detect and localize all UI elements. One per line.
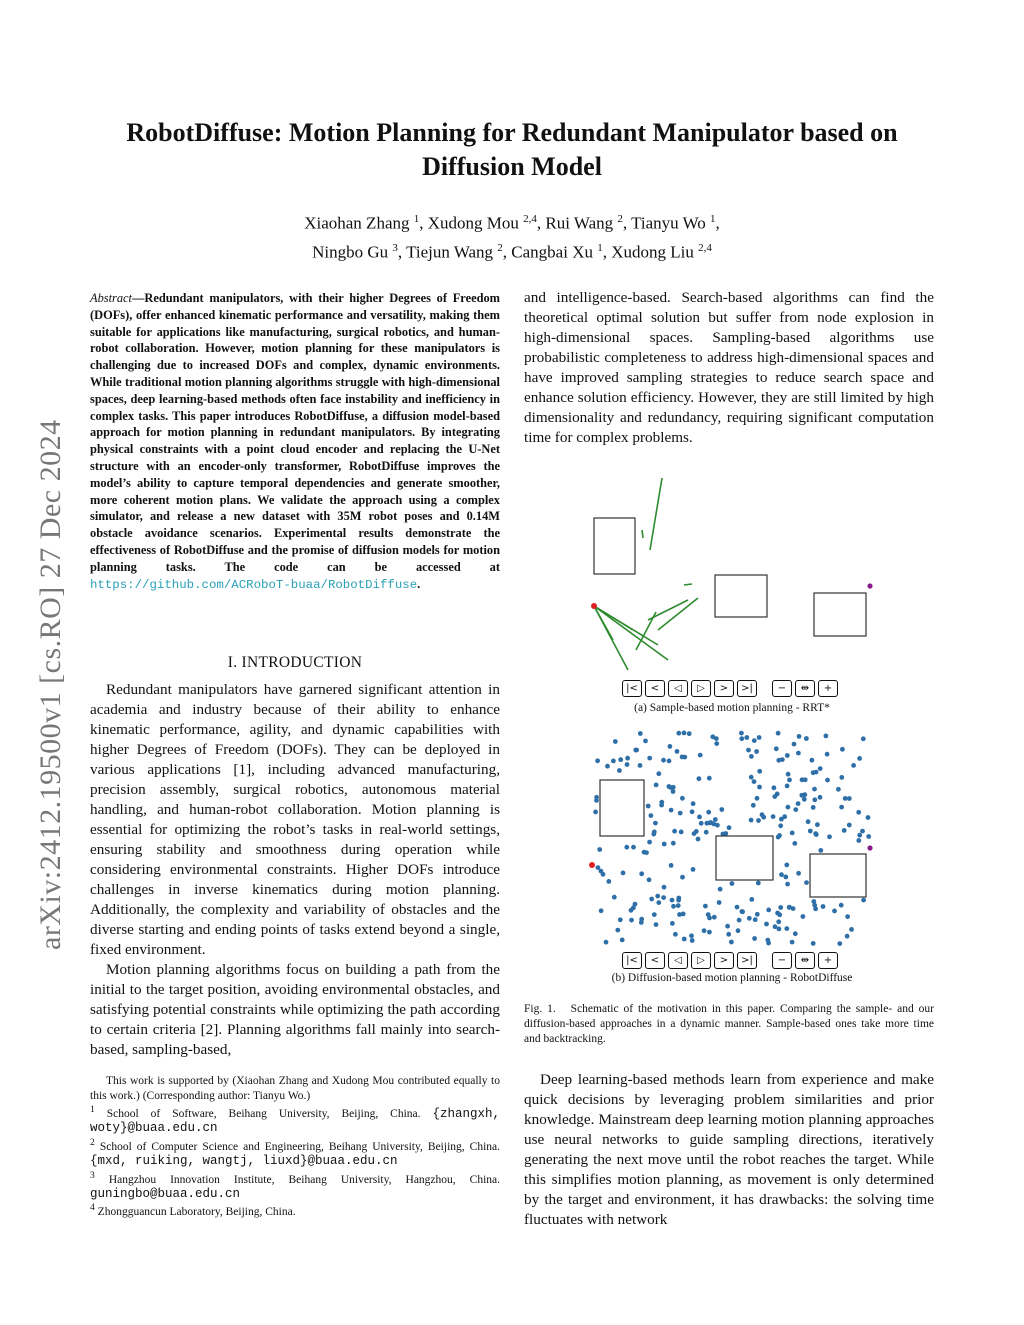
sample-point <box>597 847 602 852</box>
sample-point <box>764 922 769 927</box>
sample-point <box>779 817 784 822</box>
author-name: Ningbo Gu <box>312 242 389 262</box>
sample-point <box>832 909 837 914</box>
sample-point <box>655 894 660 899</box>
sample-point <box>804 880 809 885</box>
sample-point <box>812 787 817 792</box>
sample-point <box>703 904 708 909</box>
sample-point <box>772 785 777 790</box>
slower-button[interactable]: − <box>772 680 792 697</box>
sample-point <box>857 833 862 838</box>
sample-point <box>649 813 654 818</box>
sample-point <box>671 904 676 909</box>
sample-point <box>639 920 644 925</box>
sample-point <box>682 937 687 942</box>
arxiv-stamp-text: arXiv:2412.19500v1 [cs.RO] 27 Dec 2024 <box>34 419 67 950</box>
panel-rrt-star <box>588 470 876 714</box>
sample-point <box>802 792 807 797</box>
sample-point <box>694 829 699 834</box>
sample-point <box>808 829 813 834</box>
sample-point <box>620 938 625 943</box>
sample-point <box>818 766 823 771</box>
sample-point <box>836 787 841 792</box>
sample-point <box>649 897 654 902</box>
sample-point <box>793 931 798 936</box>
sample-point <box>736 928 741 933</box>
sample-point <box>676 731 681 736</box>
sample-point <box>839 775 844 780</box>
sample-point <box>669 863 674 868</box>
sample-point <box>729 940 734 945</box>
sample-point <box>821 904 826 909</box>
sample-point <box>815 822 820 827</box>
sample-point <box>783 875 788 880</box>
sample-point <box>662 885 667 890</box>
funding-note: This work is supported by (Xiaohan Zhang and Xudong Mou contributed equally to this work.) (Corresponding author: Tianyu Wo.) <box>90 1075 500 1102</box>
sample-point <box>659 803 664 808</box>
sample-point <box>690 809 695 814</box>
sample-point <box>706 810 711 815</box>
sample-point <box>811 941 816 946</box>
sample-point <box>667 784 672 789</box>
sample-point <box>775 911 780 916</box>
sample-point <box>676 903 681 908</box>
author-name: Xiaohan Zhang <box>304 213 410 233</box>
sample-point <box>707 930 712 935</box>
sample-point <box>746 748 751 753</box>
sample-point <box>791 906 796 911</box>
sample-point <box>651 832 656 837</box>
sample-point <box>662 842 667 847</box>
sample-point <box>785 784 790 789</box>
obstacle-box <box>716 836 773 880</box>
sample-point <box>606 879 611 884</box>
sample-point <box>851 763 856 768</box>
sample-point <box>625 756 630 761</box>
sample-point <box>618 917 623 922</box>
sample-point <box>866 834 871 839</box>
sample-point <box>796 751 801 756</box>
sample-point <box>776 835 781 840</box>
sample-point <box>730 881 735 886</box>
sample-point <box>755 912 760 917</box>
sample-point <box>860 829 865 834</box>
sample-point <box>633 902 638 907</box>
sample-point <box>667 759 672 764</box>
sample-point <box>604 940 609 945</box>
sample-point <box>618 757 623 762</box>
sample-point <box>776 731 781 736</box>
sample-point <box>656 771 661 776</box>
sample-point <box>699 821 704 826</box>
sample-point <box>629 918 634 923</box>
sample-point <box>757 785 762 790</box>
sample-point <box>856 810 861 815</box>
sample-point <box>682 731 687 736</box>
code-link[interactable]: https://github.com/ACRoboT-buaa/RobotDiffuse <box>90 577 418 592</box>
step-back-button[interactable]: < <box>645 952 665 969</box>
obstacle-box <box>594 518 635 574</box>
rrt-tree-plot <box>588 470 876 675</box>
sample-point <box>801 914 806 919</box>
sample-point <box>752 936 757 941</box>
sample-point <box>714 741 719 746</box>
sample-point <box>593 810 598 815</box>
sample-point <box>605 764 610 769</box>
sample-point <box>790 940 795 945</box>
figure-1 <box>588 470 876 990</box>
section-heading-introduction: I. INTRODUCTION <box>227 654 363 671</box>
sample-point <box>661 758 666 763</box>
sample-point <box>647 756 652 761</box>
footnote-2: $^2$ School of Computer Science and Engineering, Beihang University, Beijing, China. {mxd, ruiking, wangtj, liuxd}@buaa.edu.cn <box>90 1136 500 1169</box>
sample-point <box>784 863 789 868</box>
sample-point <box>646 804 651 809</box>
sample-point <box>621 871 626 876</box>
sample-point <box>689 933 694 938</box>
sample-point <box>812 797 817 802</box>
sample-point <box>654 783 659 788</box>
sample-point <box>624 845 629 850</box>
obstacle-box <box>814 593 866 636</box>
footnote-1: $^1$ School of Software, Beihang University, Beijing, China. {zhangxh, woty}@buaa.edu.cn <box>90 1104 501 1136</box>
sample-point <box>739 736 744 741</box>
sample-point <box>857 756 862 761</box>
sample-point <box>777 927 782 932</box>
subcaption-b: (b) Diffusion-based motion planning - RobotDiffuse <box>611 972 853 984</box>
sample-point <box>749 897 754 902</box>
sample-point <box>668 744 673 749</box>
sample-point <box>712 915 717 920</box>
author-name: Cangbai Xu <box>511 242 593 262</box>
sample-point <box>633 748 638 753</box>
sample-point <box>671 789 676 794</box>
sample-point <box>793 807 798 812</box>
sample-point <box>594 795 599 800</box>
sample-point <box>749 754 754 759</box>
sample-point <box>672 829 677 834</box>
sample-point <box>797 734 802 739</box>
sample-point <box>678 811 683 816</box>
intro-paragraph-1: Redundant manipulators have garnered significant attention in academia and industry because of their ability to enhance kinematic performance, agility, and dynamic capabilities with higher Degrees of Freedom (DOFs). They can be deployed in various applications [1], including advanced manufacturing, precision assembly, surgical robotics, autonomous material handling, and human-robot collaboration. Motion planning is essential for optimizing the robot’s tasks in real-world settings, ensuring stability and smoothness during operation while considering environmental constraints. Higher DOFs introduce challenges in inverse kinematics during motion planning. Additionally, the complexity and variability of obstacles and the diverse starting and ending points of tasks extend beyond a single, fixed environment. <box>90 681 500 958</box>
sample-point <box>611 759 616 764</box>
footnote-3: $^3$ Hangzhou Innovation Institute, Beihang University, Hangzhou, China. guningbo@buaa.edu.cn <box>90 1169 501 1201</box>
sample-point <box>696 837 701 842</box>
sample-point <box>715 823 720 828</box>
sample-point <box>792 742 797 747</box>
author-name: Rui Wang <box>545 213 614 233</box>
sample-point <box>631 845 636 850</box>
sample-point <box>690 938 695 943</box>
animation-toolbar-b <box>622 952 838 969</box>
faster-button[interactable]: + <box>818 680 838 697</box>
sample-point <box>647 840 652 845</box>
sample-point <box>687 731 692 736</box>
sample-point <box>749 775 754 780</box>
step-forward-button[interactable]: > <box>714 952 734 969</box>
sample-point <box>718 887 723 892</box>
sample-point <box>847 823 852 828</box>
author-name: Xudong Liu <box>611 242 694 262</box>
sample-point <box>647 877 652 882</box>
sample-point <box>727 825 732 830</box>
panel-robotdiffuse <box>588 728 876 984</box>
paragraph-deep-learning: Deep learning-based methods learn from experience and make quick decisions by leveraging problem similarities and prior knowledge. Mainstream deep learning motion planning approaches use neural networks to guide sampling directions, iteratively generating the next move until the robot reaches the target. While this simplifies motion planning, as movement is only determined by the target and environment, it has drawbacks: the solving time fluctuates with network <box>524 1071 934 1228</box>
sample-point <box>785 882 790 887</box>
sample-point <box>714 736 719 741</box>
sample-point <box>845 914 850 919</box>
obstacle-box <box>810 854 866 897</box>
sample-point <box>625 762 630 767</box>
sample-point <box>599 908 604 913</box>
start-point <box>589 862 595 868</box>
sample-point <box>681 912 686 917</box>
sample-point <box>810 758 815 763</box>
sample-point <box>671 841 676 846</box>
sample-point <box>601 872 606 877</box>
sample-point <box>840 747 845 752</box>
sample-point <box>669 808 674 813</box>
play-button[interactable]: ▷ <box>691 680 711 697</box>
author-name: Tianyu Wo <box>631 213 706 233</box>
sample-point <box>737 918 742 923</box>
sample-point <box>752 738 757 743</box>
sample-point <box>849 927 854 932</box>
sample-point <box>752 779 757 784</box>
obstacle-box <box>715 575 767 617</box>
sample-point <box>656 900 661 905</box>
goal-point <box>867 845 872 850</box>
sample-point <box>638 763 643 768</box>
sample-point <box>839 903 844 908</box>
sample-point <box>725 924 730 929</box>
abstract-body: Redundant manipulators, with their higher Degrees of Freedom (DOFs), offer enhanced kinematic performance and versatility, making them suitable for applications like manufacturing, surgical robotics, and human-robot collaboration. However, motion planning for these manipulators is challenging due to increased DOFs and complex, dynamic environments. While traditional motion planning algorithms struggle with high-dimensional spaces, deep learning-based methods often face instability and inefficiency in complex tasks. This paper introduces RobotDiffuse, a diffusion model-based approach for motion planning in redundant manipulators. By integrating physical constraints with a point cloud encoder and replacing the U-Net structure with an encoder-only transformer, RobotDiffuse improves the model’s ability to capture temporal dependencies and generate smoother, more coherent motion plans. We validate the approach using a complex simulator, and release a new dataset with 35M robot poses and 0.14M obstacle avoidance scenarios. Experimental results demonstrate the effectiveness of RobotDiffuse and the promise of diffusion models for motion planning tasks. The code can be accessed at <box>90 291 500 574</box>
sample-point <box>803 777 808 782</box>
sample-point <box>719 807 724 812</box>
sample-point <box>790 831 795 836</box>
sample-point <box>595 758 600 763</box>
sample-point <box>778 823 783 828</box>
sample-point <box>757 735 762 740</box>
sample-point <box>697 815 702 820</box>
figure-caption-text: Schematic of the motivation in this paper. Comparing the sample- and our diffusion-based approaches in a dynamic manner. Sample-based ones take more time and backtracking. <box>524 1003 935 1045</box>
sample-point <box>747 916 752 921</box>
figure-caption <box>524 1002 934 1047</box>
intro-paragraph-2: Motion planning algorithms focus on building a path from the initial to the target position, avoiding environmental obstacles, and satisfying potential constraints while optimizing the path according to certain criteria [2]. Planning algorithms fall mainly into search-based, sampling-based, <box>90 961 500 1058</box>
author-list <box>180 207 844 264</box>
sample-point <box>818 848 823 853</box>
sample-point <box>818 795 823 800</box>
sample-point <box>825 752 830 757</box>
sample-point <box>639 871 644 876</box>
animation-toolbar-a <box>622 680 838 697</box>
sample-point <box>756 818 761 823</box>
sample-point <box>843 796 848 801</box>
sample-point <box>676 898 681 903</box>
sample-point <box>680 875 685 880</box>
sample-point <box>702 928 707 933</box>
sample-point <box>776 758 781 763</box>
sample-point <box>756 881 761 886</box>
sample-point <box>774 746 779 751</box>
sample-point <box>802 797 807 802</box>
sample-point <box>761 815 766 820</box>
subcaption-a: (a) Sample-based motion planning - RRT* <box>634 702 830 714</box>
sample-point <box>707 916 712 921</box>
sample-point <box>786 772 791 777</box>
sample-point <box>691 801 696 806</box>
sample-point <box>845 934 850 939</box>
sample-point <box>670 921 675 926</box>
sample-point <box>784 926 789 931</box>
sample-point <box>775 792 780 797</box>
sample-point <box>617 768 622 773</box>
start-point <box>591 603 597 609</box>
sample-point <box>642 850 647 855</box>
arxiv-stamp <box>20 350 80 950</box>
figure-label: Fig. 1. <box>524 1003 556 1015</box>
sample-point <box>787 778 792 783</box>
sample-point <box>653 821 658 826</box>
sample-point <box>739 731 744 736</box>
loop-button[interactable]: ⇹ <box>795 680 815 697</box>
sample-point <box>811 805 816 810</box>
sample-point <box>804 736 809 741</box>
sample-point <box>613 739 618 744</box>
sample-point <box>757 769 762 774</box>
sample-point <box>698 753 703 758</box>
sample-point <box>691 867 696 872</box>
footnote-4: $^4$ Zhongguancun Laboratory, Beijing, China. <box>90 1202 296 1219</box>
play-reverse-button[interactable]: ◁ <box>668 952 688 969</box>
sample-point <box>697 776 702 781</box>
sample-point <box>814 832 819 837</box>
skip-to-start-button[interactable]: |< <box>622 680 642 697</box>
sample-point <box>755 796 760 801</box>
sample-point <box>713 817 718 822</box>
sample-point <box>704 830 709 835</box>
sample-point <box>726 932 731 937</box>
play-button[interactable]: ▷ <box>691 952 711 969</box>
obstacle-box <box>600 780 644 836</box>
faster-button[interactable]: + <box>818 952 838 969</box>
sample-point <box>612 895 617 900</box>
author-name: Tiejun Wang <box>406 242 494 262</box>
sample-point <box>680 796 685 801</box>
sample-point <box>670 898 675 903</box>
loop-button[interactable]: ⇹ <box>795 952 815 969</box>
sample-point <box>814 770 819 775</box>
abstract-lead: Abstract <box>90 291 132 305</box>
sample-point <box>825 778 830 783</box>
sample-point <box>744 735 749 740</box>
sample-point <box>740 909 745 914</box>
sample-point <box>708 820 713 825</box>
sample-point <box>654 922 659 927</box>
sample-point <box>837 941 842 946</box>
slower-button[interactable]: − <box>772 952 792 969</box>
sample-point <box>842 828 847 833</box>
sample-point <box>679 830 684 835</box>
right-column-text-bottom <box>524 1070 934 1230</box>
sample-point <box>866 815 871 820</box>
sample-point <box>813 906 818 911</box>
author-line-2: Ningbo Gu $^3$, Tiejun Wang $^2$, Cangbai Xu $^1$, Xudong Liu $^{2,4}$ <box>312 241 712 262</box>
sample-point <box>766 908 771 913</box>
sample-point <box>785 753 790 758</box>
sample-point <box>776 919 781 924</box>
sample-point <box>796 871 801 876</box>
sample-point <box>615 928 620 933</box>
sample-point <box>765 938 770 943</box>
sample-point <box>682 755 687 760</box>
sample-point <box>847 796 852 801</box>
diffusion-samples-plot <box>588 728 876 950</box>
sample-point <box>827 834 832 839</box>
introduction-text <box>90 680 500 1060</box>
sample-point <box>652 912 657 917</box>
footnotes <box>90 1074 500 1220</box>
sample-point <box>856 838 861 843</box>
sample-point <box>839 805 844 810</box>
sample-point <box>673 932 678 937</box>
sample-point <box>735 905 740 910</box>
sample-point <box>717 900 722 905</box>
author-name: Xudong Mou <box>427 213 519 233</box>
sample-point <box>779 872 784 877</box>
sample-point <box>749 818 754 823</box>
author-line-1: Xiaohan Zhang $^1$, Xudong Mou $^{2,4}$, Rui Wang $^2$, Tianyu Wo $^1$, <box>304 213 720 233</box>
paper-title: RobotDiffuse: Motion Planning for Redundant Manipulator based on Diffusion Model <box>126 118 898 181</box>
step-back-button[interactable]: < <box>645 680 665 697</box>
sample-point <box>638 731 643 736</box>
sample-point <box>861 898 866 903</box>
abstract: Abstract—Redundant manipulators, with their higher Degrees of Freedom (DOFs), offer enhanced kinematic performance and versatility, making them suitable for applications like manufacturing, surgical robotics, and human-robot collaboration. However, motion planning for these manipulators is challenging due to increased DOFs and complex, dynamic environments. While traditional motion planning algorithms struggle with high-dimensional spaces, deep learning-based methods often face instability and inefficiency in complex tasks. This paper introduces RobotDiffuse, a diffusion model-based approach for motion planning in redundant manipulators. By integrating physical constraints with a point cloud encoder and replacing the U-Net structure with an encoder-only transformer, RobotDiffuse improves the model’s ability to capture temporal dependencies and generate smoother, more coherent motion plans. We validate the approach using a complex simulator, and release a new dataset with 35M robot poses and 0.14M obstacle avoidance scenarios. Experimental results demonstrate the effectiveness of RobotDiffuse and the promise of diffusion models for motion planning tasks. The code can be accessed at https://github.com/ACRoboT-buaa/RobotDiffuse. <box>90 291 500 592</box>
sample-point <box>792 841 797 846</box>
sample-point <box>796 801 801 806</box>
sample-point <box>786 805 791 810</box>
sample-point <box>806 819 811 824</box>
step-forward-button[interactable]: > <box>714 680 734 697</box>
sample-point <box>861 736 866 741</box>
sample-point <box>643 739 648 744</box>
sample-point <box>707 776 712 781</box>
goal-point <box>867 583 872 588</box>
sample-point <box>754 749 759 754</box>
paragraph-continuation: and intelligence-based. Search-based algorithms can find the theoretical optimal solution but suffer from node explosion in high-dimensional spaces. Sampling-based algorithms use probabilistic completeness to address high-dimensional spaces and have improved sampling strategies to reduce search space and enhance solution efficiency. However, they are still limited by high dimensionality and redundancy, requiring significant computation time for complex problems. <box>524 289 934 446</box>
sample-point <box>824 734 829 739</box>
sample-point <box>778 905 783 910</box>
sample-point <box>771 814 776 819</box>
sample-point <box>661 895 666 900</box>
sample-point <box>675 749 680 754</box>
sample-point <box>751 803 756 808</box>
skip-to-end-button[interactable]: >| <box>737 952 757 969</box>
skip-to-start-button[interactable]: |< <box>622 952 642 969</box>
play-reverse-button[interactable]: ◁ <box>668 680 688 697</box>
sample-point <box>753 917 758 922</box>
right-column-text-top <box>524 288 934 448</box>
skip-to-end-button[interactable]: >| <box>737 680 757 697</box>
